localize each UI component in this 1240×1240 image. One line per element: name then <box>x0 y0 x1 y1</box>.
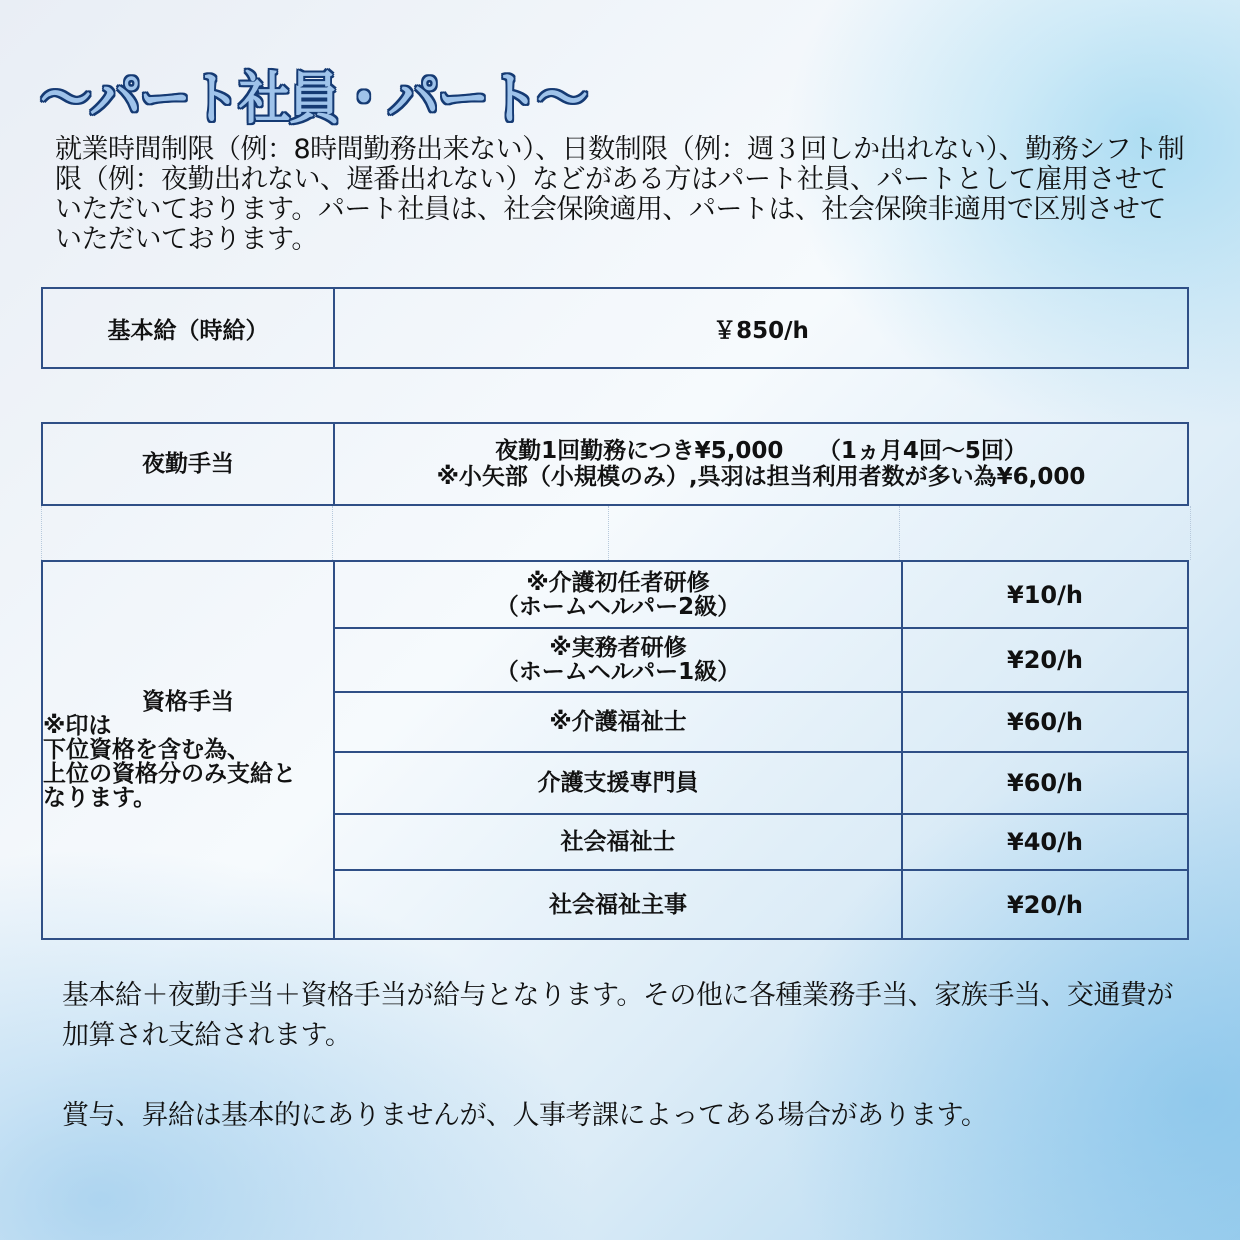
table-row <box>42 288 1188 368</box>
qualification-allowance-label-cell <box>42 561 334 939</box>
qualification-amount: ¥10/h <box>902 561 1188 628</box>
night-allowance-line1: 夜勤1回勤務につき¥5,000 （1ヵ月4回～5回） <box>495 438 1027 464</box>
intro-text: 就業時間制限（例：8時間勤務出来ない）、日数制限（例：週３回しか出れない）、勤務シフト制限（例：夜勤出れない、遅番出れない）などがある方はパート社員、パートとして雇用させていただいております。パート社員は、社会保険適用、パートは、社会保険非適用で区別させていただいております。 <box>55 134 1185 255</box>
night-allowance-value <box>334 423 1188 505</box>
qualification-amount: ¥60/h <box>902 692 1188 752</box>
night-allowance-label: 夜勤手当 <box>42 423 334 505</box>
qualification-amount: ¥60/h <box>902 752 1188 814</box>
qualification-name-line: （ホームヘルパー2級） <box>495 593 741 620</box>
table-row <box>42 423 1188 505</box>
bonus-raise-text: 賞与、昇給は基本的にありませんが、人事考課によってある場合があります。 <box>62 1100 988 1131</box>
night-allowance-table <box>41 422 1189 506</box>
qualification-name <box>334 561 902 628</box>
qualification-name-line: 社会福祉士 <box>560 829 676 855</box>
qualification-name-line: 介護支援専門員 <box>537 770 699 796</box>
qualification-note-4: なります。 <box>43 785 157 811</box>
qualification-name <box>334 692 902 752</box>
qualification-name-line: ※実務者研修 <box>549 635 687 661</box>
table-row <box>42 561 1188 628</box>
qualification-allowance-label: 資格手当 <box>142 689 234 715</box>
base-pay-label: 基本給（時給） <box>42 288 334 368</box>
table-spacer <box>41 506 1191 560</box>
page-title: ～パート社員・パート～ <box>40 67 587 132</box>
qualification-amount: ¥20/h <box>902 870 1188 939</box>
salary-composition-text: 基本給＋夜勤手当＋資格手当が給与となります。その他に各種業務手当、家族手当、交通費が加算され支給されます。 <box>62 980 1173 1051</box>
qualification-name <box>334 814 902 870</box>
qualification-name-line: ※介護福祉士 <box>549 709 687 735</box>
qualification-amount: ¥20/h <box>902 628 1188 692</box>
qualification-note-3: 上位の資格分のみ支給と <box>43 761 296 787</box>
qualification-name <box>334 628 902 692</box>
qualification-name <box>334 752 902 814</box>
qualification-allowance-table <box>41 560 1189 940</box>
base-pay-table <box>41 287 1189 369</box>
qualification-name-line: ※介護初任者研修 <box>526 569 710 596</box>
qualification-name <box>334 870 902 939</box>
qualification-name-line: 社会福祉主事 <box>549 891 687 918</box>
qualification-name-line: （ホームヘルパー1級） <box>495 659 741 685</box>
qualification-note-1: ※印は <box>43 713 112 739</box>
night-allowance-line2: ※小矢部（小規模のみ）,呉羽は担当利用者数が多い為¥6,000 <box>436 464 1086 490</box>
qualification-amount: ¥40/h <box>902 814 1188 870</box>
base-pay-value: ￥850/h <box>334 288 1188 368</box>
qualification-note-2: 下位資格を含む為、 <box>43 737 250 763</box>
